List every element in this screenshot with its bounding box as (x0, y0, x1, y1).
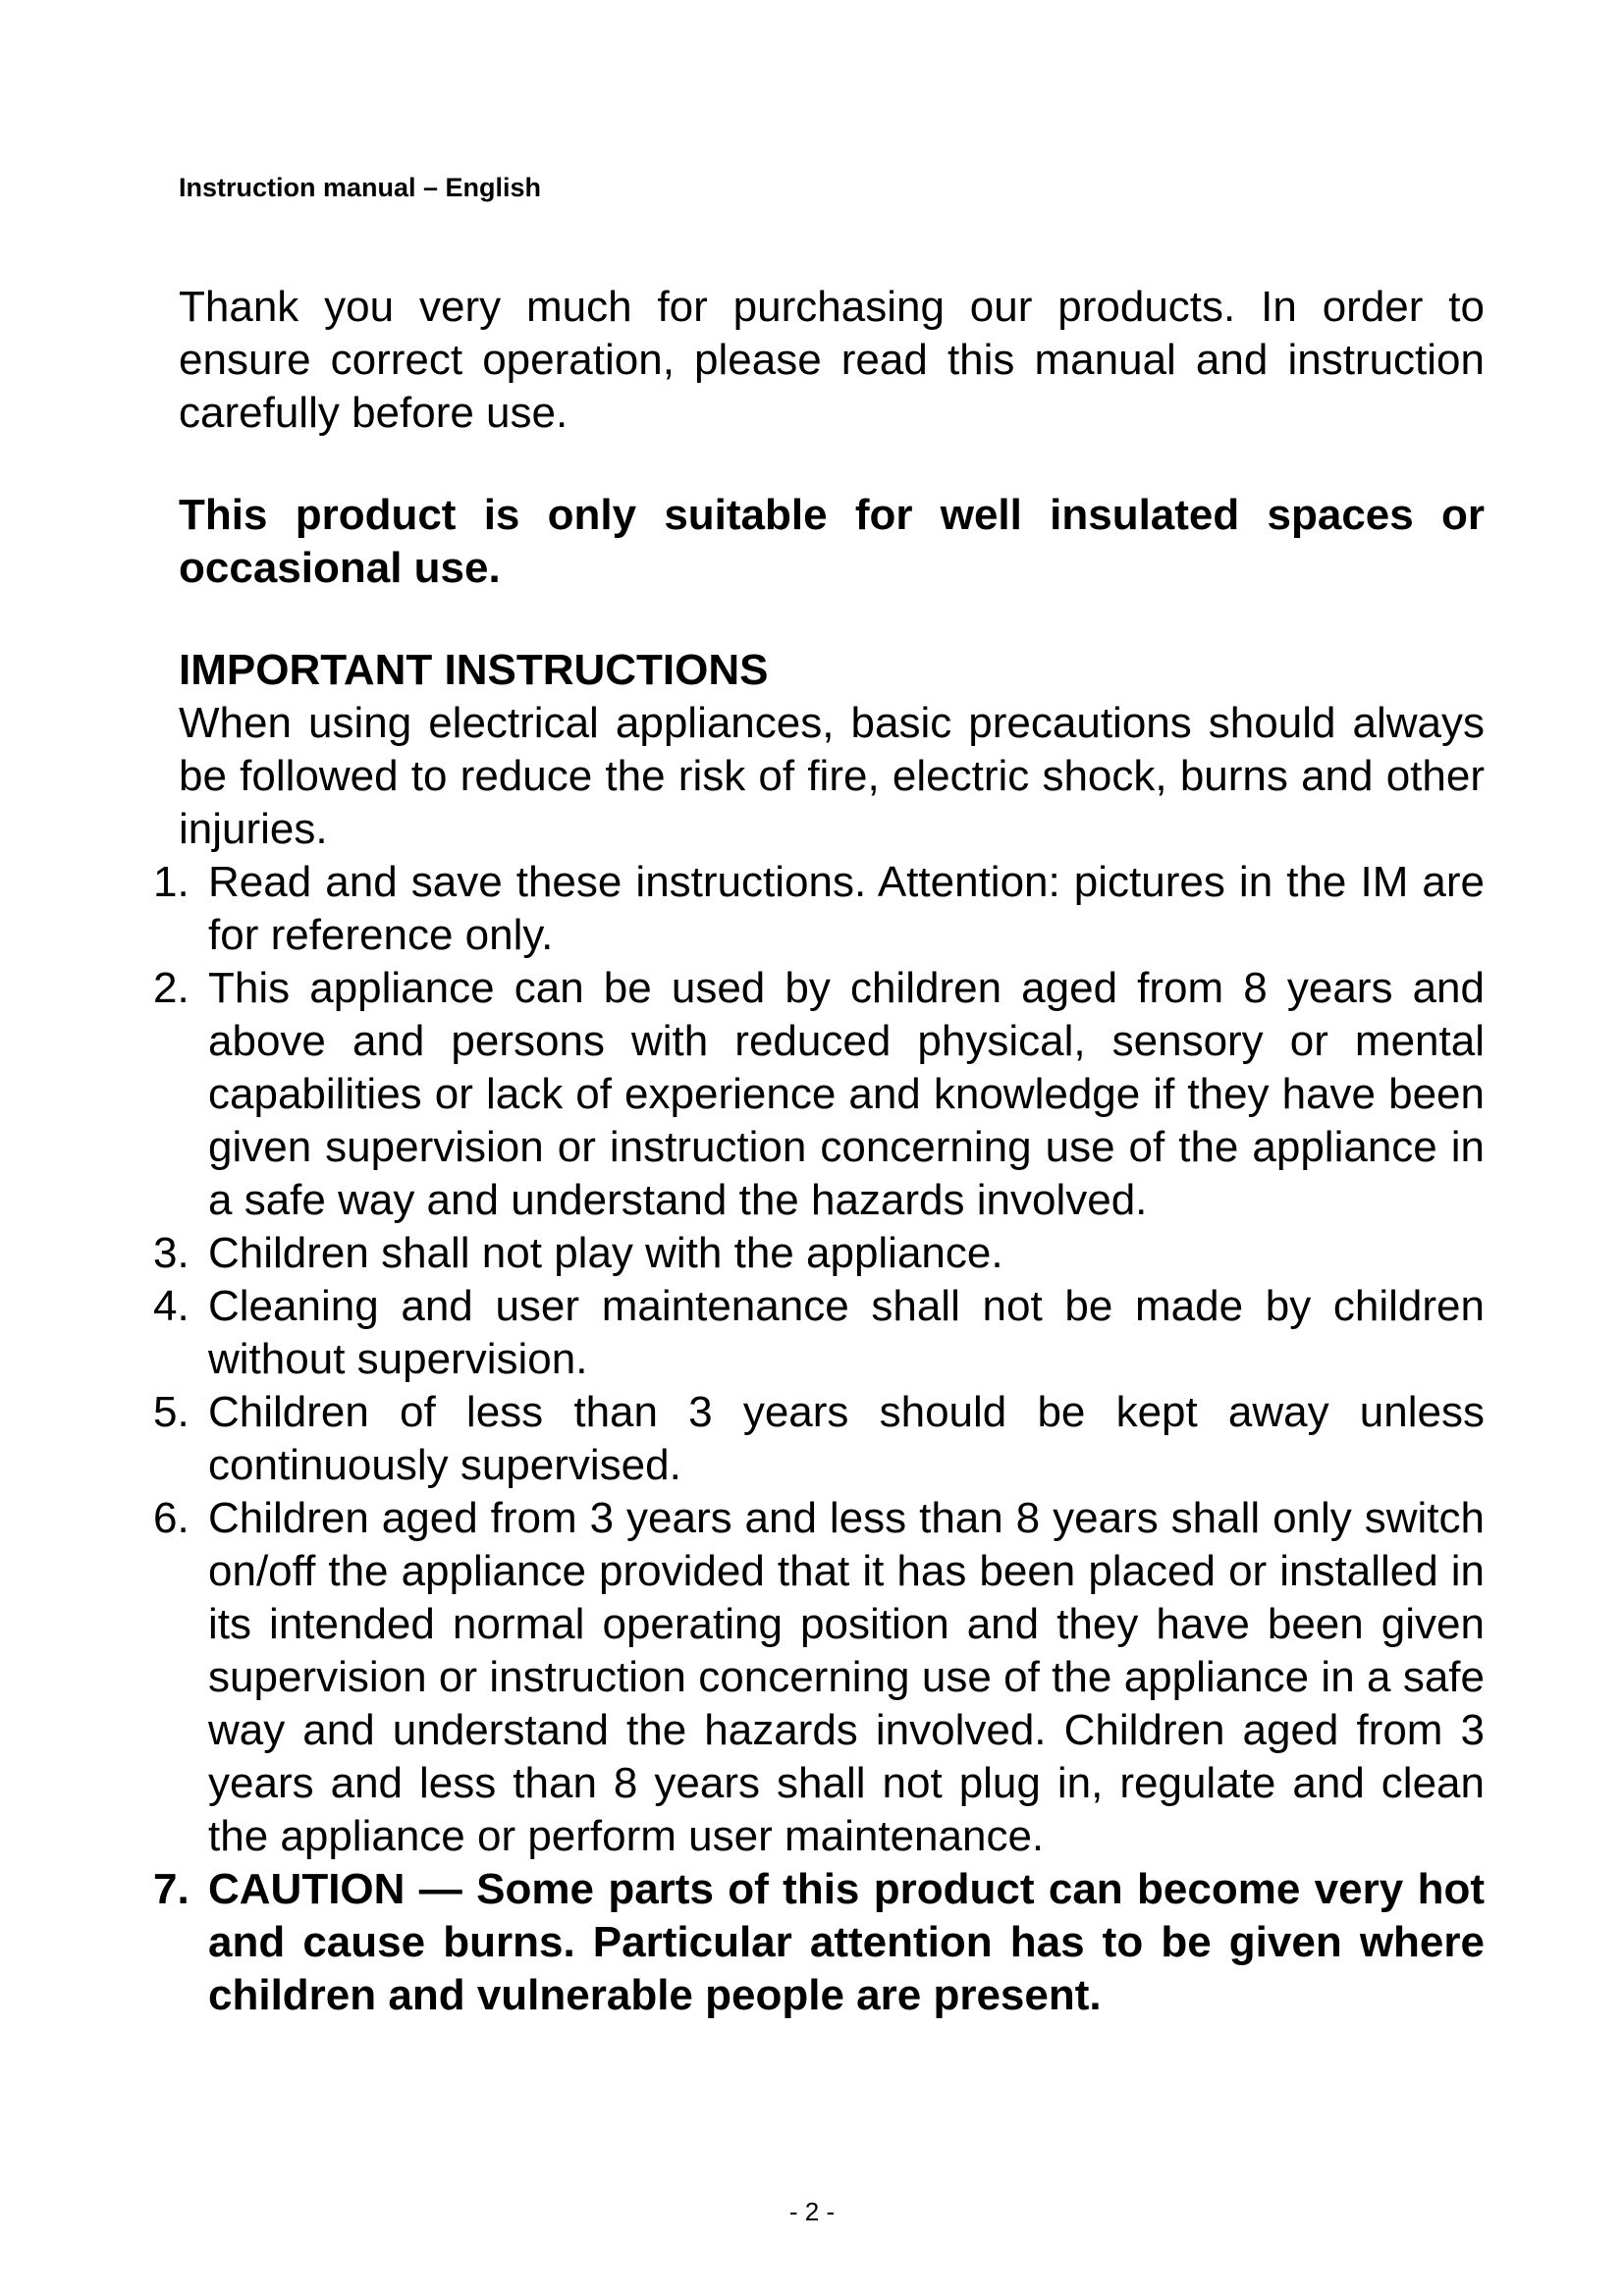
list-item (153, 1227, 1485, 1280)
instruction-list (153, 856, 1485, 2022)
item-text: Cleaning and user maintenance shall not be made by children without supervision. (208, 1282, 1485, 1383)
page-content (153, 281, 1485, 2022)
item-number: 5. (153, 1388, 189, 1436)
suitability-notice: This product is only suitable for well insulated spaces or occasional use. (179, 491, 1485, 592)
item-text: Children of less than 3 years should be kept away unless continuously supervised. (208, 1388, 1485, 1489)
page-number: - 2 - (788, 2197, 836, 2226)
item-text: Read and save these instructions. Attention: pictures in the IM are for reference only. (208, 858, 1485, 959)
item-number: 3. (153, 1229, 189, 1277)
intro-paragraph: Thank you very much for purchasing our products. In order to ensure correct operation, please read this manual and instruction carefully before use. (179, 283, 1485, 437)
section-heading: IMPORTANT INSTRUCTIONS (179, 646, 769, 694)
list-item (153, 962, 1485, 1227)
list-item (153, 1386, 1485, 1492)
item-text: Children shall not play with the appliance. (208, 1229, 1003, 1277)
page-header: Instruction manual – English (179, 173, 542, 202)
list-item (153, 1280, 1485, 1386)
item-number: 4. (153, 1282, 189, 1330)
item-number: 2. (153, 964, 189, 1012)
list-item (153, 856, 1485, 962)
item-text: This appliance can be used by children aged from 8 years and above and persons with reduced physical, sensory or mental capabilities or lack of experience and knowledge if they have been given supervision or instruction concerning use of the appliance in a safe way and understand the hazards involved. (208, 964, 1485, 1224)
item-number: 1. (153, 858, 189, 906)
list-item (153, 1492, 1485, 1863)
item-text: CAUTION — Some parts of this product can become very hot and cause burns. Particular attention has to be given where children and vulnerable people are present. (208, 1865, 1485, 2019)
caution-item (153, 1863, 1485, 2022)
item-number: 6. (153, 1494, 189, 1542)
item-number: 7. (153, 1865, 189, 1913)
item-text: Children aged from 3 years and less than 8 years shall only switch on/off the appliance provided that it has been placed or installed in its intended normal operating position and they have been given supervision or instruction concerning use of the appliance in a safe way and understand the hazards involved. Children aged from 3 years and less than 8 years shall not plug in, regulate and clean the appliance or perform user maintenance. (208, 1494, 1485, 1860)
precautions-paragraph: When using electrical appliances, basic precautions should always be followed to reduce the risk of fire, electric shock, burns and other injuries. (179, 699, 1485, 853)
